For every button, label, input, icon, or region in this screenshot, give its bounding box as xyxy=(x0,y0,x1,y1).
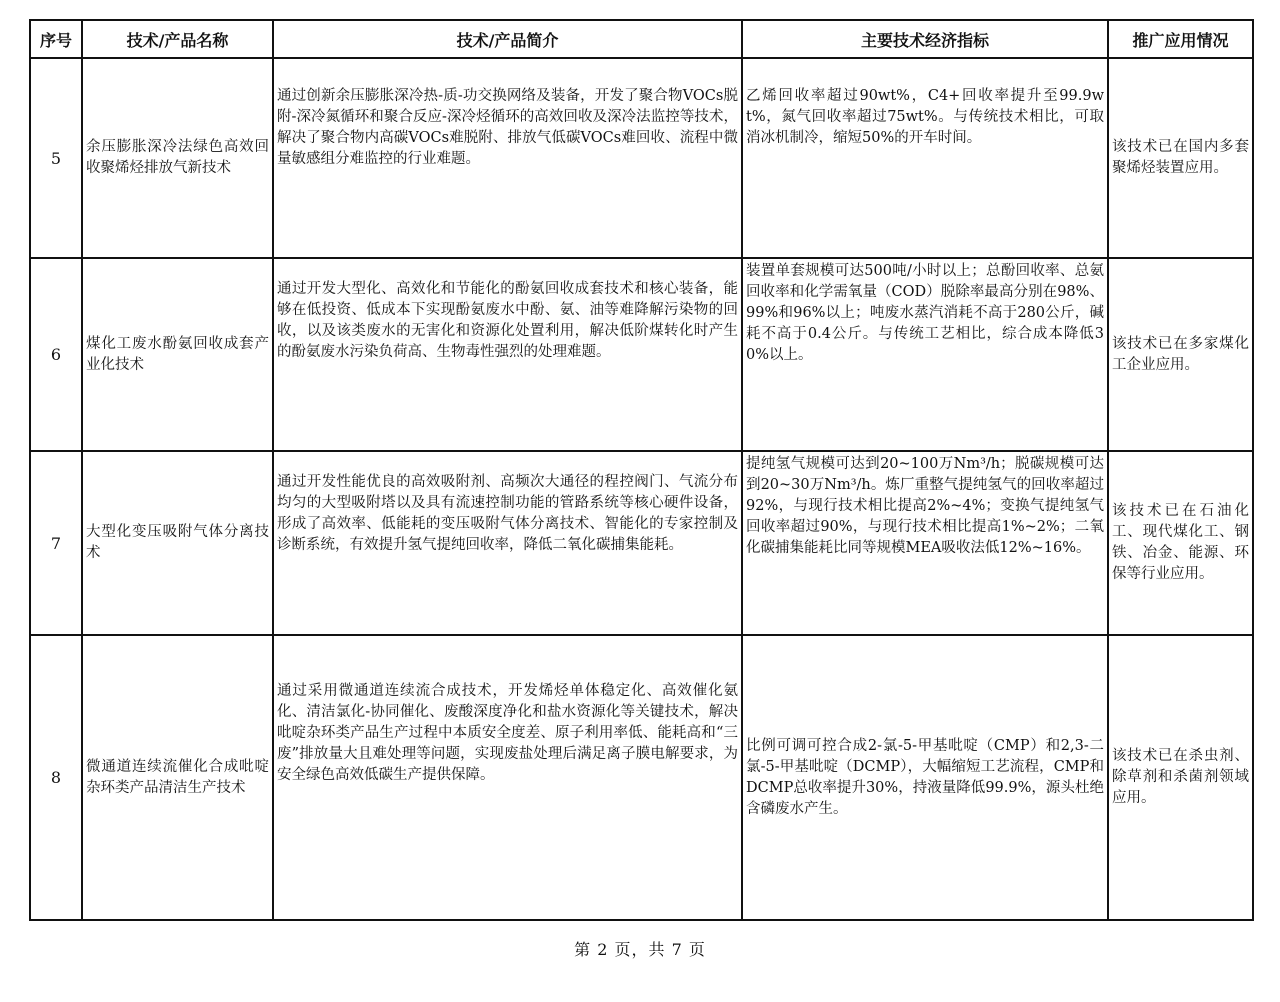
row-number: 7 xyxy=(30,451,82,635)
header-introduction: 技术/产品简介 xyxy=(273,20,742,58)
row-intro: 通过开发大型化、高效化和节能化的酚氨回收成套技术和核心装备，能够在低投资、低成本下实现酚氨废水中酚、氨、油等难降解污染物的回收，以及该类废水的无害化和资源化处置利用，解决低阶煤转化时产生的酚氨废水污染负荷高、生物毒性强烈的处理难题。 xyxy=(273,258,742,451)
row-number: 5 xyxy=(30,58,82,258)
row-indicators: 比例可调可控合成2-氯-5-甲基吡啶（CMP）和2,3-二氯-5-甲基吡啶（DCMP），大幅缩短工艺流程，CMP和DCMP总收率提升30%，持液量降低99.9%，源头杜绝含磷废水产生。 xyxy=(742,635,1108,920)
row-number: 6 xyxy=(30,258,82,451)
row-name: 余压膨胀深冷法绿色高效回收聚烯烃排放气新技术 xyxy=(82,58,273,258)
row-application: 该技术已在石油化工、现代煤化工、钢铁、冶金、能源、环保等行业应用。 xyxy=(1108,451,1253,635)
row-intro: 通过创新余压膨胀深冷热-质-功交换网络及装备，开发了聚合物VOCs脱附-深冷氮循环和聚合反应-深冷烃循环的高效回收及深冷法监控等技术，解决了聚合物内高碳VOCs难脱附、排放气低碳VOCs难回收、流程中微量敏感组分难监控的行业难题。 xyxy=(273,58,742,258)
row-intro: 通过开发性能优良的高效吸附剂、高频次大通径的程控阀门、气流分布均匀的大型吸附塔以及具有流速控制功能的管路系统等核心硬件设备，形成了高效率、低能耗的变压吸附气体分离技术、智能化的专家控制及诊断系统，有效提升氢气提纯回收率，降低二氧化碳捕集能耗。 xyxy=(273,451,742,635)
table-row xyxy=(30,258,1253,451)
table-row xyxy=(30,58,1253,258)
row-name: 微通道连续流催化合成吡啶杂环类产品清洁生产技术 xyxy=(82,635,273,920)
table-row xyxy=(30,451,1253,635)
row-number: 8 xyxy=(30,635,82,920)
row-indicators: 装置单套规模可达500吨/小时以上；总酚回收率、总氨回收率和化学需氧量（COD）脱除率最高分别在98%、99%和96%以上；吨废水蒸汽消耗不高于280公斤，碱耗不高于0.4公斤。与传统工艺相比，综合成本降低30%以上。 xyxy=(742,258,1108,451)
table-header-row xyxy=(30,20,1253,58)
table-row xyxy=(30,635,1253,920)
row-indicators: 提纯氢气规模可达到20~100万Nm³/h；脱碳规模可达到20~30万Nm³/h。炼厂重整气提纯氢气的回收率超过92%，与现行技术相比提高2%~4%；变换气提纯氢气回收率超过90%，与现行技术相比提高1%~2%；二氧化碳捕集能耗比同等规模MEA吸收法低12%~16%。 xyxy=(742,451,1108,635)
header-application: 推广应用情况 xyxy=(1108,20,1253,58)
technology-table xyxy=(29,19,1254,921)
header-serial-number: 序号 xyxy=(30,20,82,58)
row-application: 该技术已在杀虫剂、除草剂和杀菌剂领域应用。 xyxy=(1108,635,1253,920)
header-indicators: 主要技术经济指标 xyxy=(742,20,1108,58)
row-name: 煤化工废水酚氨回收成套产业化技术 xyxy=(82,258,273,451)
row-application: 该技术已在国内多套聚烯烃装置应用。 xyxy=(1108,58,1253,258)
row-name: 大型化变压吸附气体分离技术 xyxy=(82,451,273,635)
row-application: 该技术已在多家煤化工企业应用。 xyxy=(1108,258,1253,451)
header-name: 技术/产品名称 xyxy=(82,20,273,58)
page-number: 第 2 页，共 7 页 xyxy=(574,940,706,959)
row-indicators: 乙烯回收率超过90wt%，C4+回收率提升至99.9wt%，氮气回收率超过75wt%。与传统技术相比，可取消冰机制冷，缩短50%的开车时间。 xyxy=(742,58,1108,258)
row-intro: 通过采用微通道连续流合成技术，开发烯烃单体稳定化、高效催化氨化、清洁氯化-协同催化、废酸深度净化和盐水资源化等关键技术，解决吡啶杂环类产品生产过程中本质安全度差、原子利用率低、能耗高和“三废”排放量大且难处理等问题，实现废盐处理后满足离子膜电解要求，为安全绿色高效低碳生产提供保障。 xyxy=(273,635,742,920)
